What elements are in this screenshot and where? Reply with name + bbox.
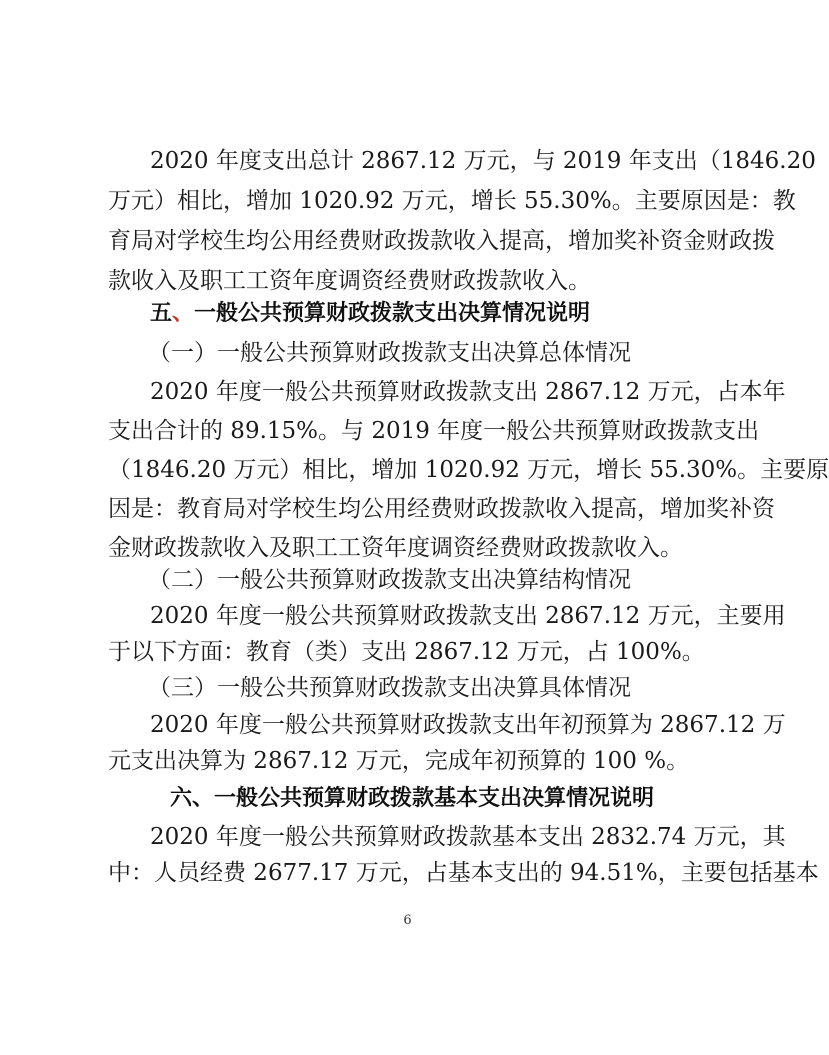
paragraph-line: 金财政拨款收入及职工工资年度调资经费财政拨款收入。: [108, 535, 683, 561]
paragraph-line: 2020 年度支出总计 2867.12 万元，与 2019 年支出（1846.20: [150, 148, 816, 174]
section-number: 五: [150, 301, 173, 326]
paragraph-line: 育局对学校生均公用经费财政拨款收入提高，增加奖补资金财政拨: [108, 228, 775, 254]
section-title: 一般公共预算财政拨款支出决算情况说明: [194, 301, 591, 326]
page-number: 6: [403, 913, 412, 928]
section-heading: 六、一般公共预算财政拨款基本支出决算情况说明: [170, 786, 655, 811]
paragraph-line: 2020 年度一般公共预算财政拨款支出年初预算为 2867.12 万: [150, 712, 786, 738]
paragraph-line: 元支出决算为 2867.12 万元，完成年初预算的 100 %。: [108, 748, 690, 774]
section-separator: 、: [172, 301, 195, 326]
paragraph-line: 于以下方面：教育（类）支出 2867.12 万元，占 100%。: [108, 639, 705, 665]
subsection-title: （二）一般公共预算财政拨款支出决算结构情况: [148, 567, 631, 593]
paragraph-line: 万元）相比，增加 1020.92 万元，增长 55.30%。主要原因是：教: [108, 188, 796, 214]
subsection-title: （一）一般公共预算财政拨款支出决算总体情况: [148, 340, 631, 366]
paragraph-line: 2020 年度一般公共预算财政拨款基本支出 2832.74 万元，其: [150, 824, 786, 850]
paragraph-line: 2020 年度一般公共预算财政拨款支出 2867.12 万元，主要用: [150, 603, 786, 629]
section-heading: [150, 299, 590, 329]
paragraph-line: 因是：教育局对学校生均公用经费财政拨款收入提高，增加奖补资: [108, 496, 775, 522]
paragraph-line: 2020 年度一般公共预算财政拨款支出 2867.12 万元，占本年: [150, 379, 786, 405]
paragraph-line: 款收入及职工工资年度调资经费财政拨款收入。: [108, 268, 591, 294]
paragraph-line: 中：人员经费 2677.17 万元，占基本支出的 94.51%，主要包括基本: [108, 860, 819, 886]
paragraph-line: 支出合计的 89.15%。与 2019 年度一般公共预算财政拨款支出: [108, 418, 760, 444]
paragraph-line: （1846.20 万元）相比，增加 1020.92 万元，增长 55.30%。主要原: [108, 457, 829, 483]
subsection-title: （三）一般公共预算财政拨款支出决算具体情况: [148, 675, 631, 701]
